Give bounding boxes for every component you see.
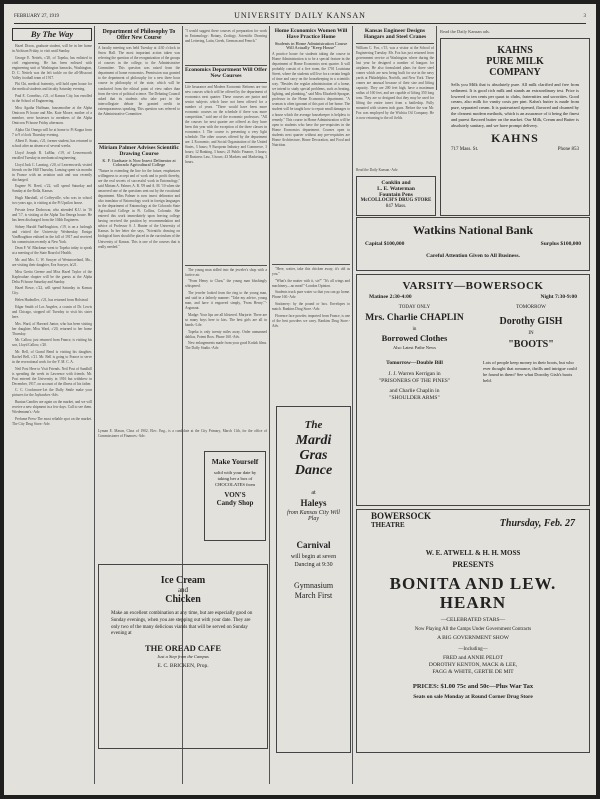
milk-ad-phone: Phone 853 xyxy=(557,146,579,152)
newspaper-page xyxy=(4,4,596,795)
pen-ad-l1: Conklin and xyxy=(381,180,411,186)
masthead-page: 3 xyxy=(583,14,586,19)
varsity-tomorrow-label: TOMORROW xyxy=(516,305,546,310)
bowersock-prices: PRICES: $1.00 75c and 50c—Plus War Tax xyxy=(412,683,534,691)
home-econ-subheading: Students in Home Administration Course Will Actually "Keep House" xyxy=(274,40,348,51)
by-the-way-heading-box xyxy=(12,28,92,41)
col4-jokes xyxy=(272,267,350,382)
news-item: Mr. Callow, just returned from France, is visiting his son, Lloyd Callow, c'20. xyxy=(12,338,92,348)
varsity-shoulder: "SHOULDER ARMS" xyxy=(389,395,440,401)
economics-heading: Economics Department Will Offer New Courses xyxy=(185,67,267,79)
pen-ad-l3: Fountain Pens xyxy=(379,192,413,199)
bowersock-presenters: W. E. ATWELL & H. H. MOSS xyxy=(425,549,521,557)
miriam-body: "Nature in extending the line for the future, emphasizes willingness to accept and of work and to profit thereby, are the real secrets of successful work in Entomology," said Miriam A. Palmer, A. B. '09 and A. M. '10 when she answered one of the questions sent out by the vocational department. Miss Palmer is now insect delineator and also translator of Entomology work in foreign languages in the department of Entomology at the Colorado State Agricultural College in Ft. Collins, Colorado. She entered this work immediately upon leaving college having received the position by recommendation and advice of Professor S. J. Hunter of the University of Kansas. In her letter she says, "Scientific drawing on biological lines should be placed in the curriculum of the University of Kansas. This is one of the courses that is really needed." xyxy=(98,168,180,249)
cafe-ad-title1: Ice Cream xyxy=(160,575,206,586)
bank-capital: Capital $100,000 xyxy=(365,241,405,248)
news-item: Miss Agatha Huffman, housemother at the Alpha Omicron Pi house and Mrs. Kate Moore, mother of a member, were hostesses to members of the Alpha Omicron Pi house Friday afternoon. xyxy=(12,105,92,125)
varsity-pirates-by: J. J. Warren Kerrigan in xyxy=(388,371,441,377)
bowersock-cast1: FRED and ANNIE PELOT xyxy=(442,655,504,662)
mardi-ad-venue-sub: from Kansas City Will Play xyxy=(287,510,340,522)
candidate-notice xyxy=(98,429,267,451)
filler-item: New enlargements made from your good Kodak films. The Daffy Studio.-Adv. xyxy=(185,341,267,351)
news-item: Dean F. W. Blackmar went to Topeka today to speak at a meeting of the State Board of Health. xyxy=(12,246,92,256)
news-item: Hazel Rowe, c'22, will spend Saturday in Kansas City. xyxy=(12,286,92,296)
news-item: Miss Gretta Greene and Miss Hazel Taylor of the Kaplecahae chapter will be the guests at the Alpha Delta Pi house Saturday and Sunday. xyxy=(12,269,92,284)
varsity-in1: in xyxy=(412,327,417,332)
milk-ad-address: 717 Mass. St. xyxy=(451,146,479,152)
filler-item: "What's the matter with it, sir?" "It's all wings and machinery—no meat!"-London Opinion. xyxy=(272,278,350,288)
news-item: C. C. Crockmore-Let the Daffy Smile make your pictures for the Jayhawker.-Adv. xyxy=(12,388,92,398)
cafe-ad-tagline: Just a Step from the Campus xyxy=(157,653,209,659)
philosophy-body: A faculty meeting was held Tuesday at 4:30 o'clock in Snow Hall. The most important action taken was referring the question of the reorganization of the groups of courses in the college, to the Administrative Committee. This question was raised from the department of home economics. Permission was granted to the department of philosophy for a new three hour course in philosophy of the state, which will be conducted from the ethical point of view rather than from the view of political science. The Debating Council asked that its students who take part in the intercollegiate debate be granted credit in extemporaneous speaking. This question was referred to the Administrative Committee. xyxy=(98,46,180,116)
filler-item: Florence face powder, imported from France, is one of the best powders we carry. Rankins Drug Store.-Adv. xyxy=(272,313,350,328)
news-item: Mrs. Ward, of Harvard Junior, who has been visiting her daughter, Miss Ward, c'20, returned to her home Thursday. xyxy=(12,321,92,336)
mardi-ad-carnival: Carnival xyxy=(296,540,331,550)
milk-ad-footer xyxy=(451,147,579,154)
cafe-ad-and: and xyxy=(177,586,189,594)
column-by-the-way xyxy=(12,26,92,784)
bank-figures xyxy=(365,241,581,249)
milk-ad-brand: KAHNS xyxy=(491,131,539,146)
bowersock-header xyxy=(357,510,589,544)
column-four xyxy=(272,26,350,406)
filler-item: The jeweler looked from the ring to the young man, and said in a fatherly manner: "Take my advice, young man, and have it engraved simply, 'From Henry'."-Argonaut. xyxy=(185,291,267,311)
entomology-quote: "I would suggest these courses of preparation for work in Entomology: Botany, Zoology, Scientific Drawing and Lettering, Latin, Greek, German and French." xyxy=(185,29,267,44)
bowersock-celeb: —CELEBRATED STARS— xyxy=(440,617,506,624)
engineer-body: William C. Fox, c'15, was a visitor at the School of Engineering Tuesday. Mr. Fox has just returned from government service at Washington where during the last year he designed a number of hangars for airplanes. He also formulated plans for three steel cranes which are now being built for use in the navy yards at Philadelphia, Norfolk, and New York. These cranes are unusual because of their size and lifting capacity. They are 200 feet high, have a maximum radius of 160 feet, and are capable of lifting 350 long tons. They are so designed that they may be used for lifting the entire turret from a battleship. Fully mounted with sixteen inch guns. Before the war Mr. Fox was employed by the Wichita Oil Company. He is now returning to the oil fields. xyxy=(356,45,434,121)
cafe-ad-name: THE OREAD CAFE xyxy=(144,643,222,654)
news-item: Mr. Bell, of Grand Bend is visiting his daughter, Rachel Bell, c'21. Mr. Bell is going to France to serve in the recreational work for the Y. M. C. A. xyxy=(12,349,92,365)
pen-ad-l5: 847 Mass. xyxy=(385,203,407,209)
news-item: Edgar Smith of Los Angeles, a cousin of Dr. Lewis and Chicago, stopped off Tuesday to visit his sister here. xyxy=(12,304,92,319)
filler-item: "From Henry to Clara," the young man blushingly whispered. xyxy=(185,279,267,289)
varsity-chaplin2: and Charlie Chaplin in xyxy=(389,388,440,394)
varsity-star1: Mrs. Charlie CHAPLIN xyxy=(365,313,464,323)
varsity-film1: Borrowed Clothes xyxy=(381,333,448,343)
mardi-ad-the: The xyxy=(304,419,323,431)
filler-item: Stationery: by the pound or box. Envelopes to match. Rankins Drug Store.-Adv. xyxy=(272,302,350,312)
varsity-film2: "BOOTS" xyxy=(508,339,554,350)
column-three xyxy=(185,26,267,446)
filler-item: Topeka is only twenty miles away. Order unmanned dahlias, Potent Bros. Phone 160.-Adv. xyxy=(185,329,267,339)
varsity-in2: IN xyxy=(528,331,534,336)
bowersock-govt: A BIG GOVERNMENT SHOW xyxy=(437,635,509,642)
fountain-pen-ad xyxy=(356,176,436,216)
varsity-also: Also Latest Pathe News xyxy=(392,345,437,350)
bowersock-cast3: FAGG & WHITE, GERTIE DE MIT xyxy=(432,669,514,676)
filler-item: "Here, waiter, take this chicken away; it's old as you." xyxy=(272,266,350,277)
milk-ad-l2: PURE MILK xyxy=(486,56,544,67)
masthead-title: UNIVERSITY DAILY KANSAN xyxy=(234,11,366,20)
column-five-top xyxy=(356,26,434,174)
news-item: Albert E. Staats, c'21, former student, has returned to school after an absence of several weeks. xyxy=(12,139,92,149)
candy-ad-store: Candy Shop xyxy=(216,498,254,507)
news-item: Alpha Chi Omega will be at home to Pi Kappa from 7 to 9 o'clock Thursday evening. xyxy=(12,127,92,137)
bowersock-theatre: THEATRE xyxy=(371,521,405,529)
filler-item: Students truck pure water so that you can go home. Phone 160.-Adv. xyxy=(272,290,350,300)
candy-ad-brand: VON'S xyxy=(224,491,246,500)
mardi-ad-place: Gymnasium March First xyxy=(293,581,334,600)
varsity-night: Night 7:30-9:00 xyxy=(540,294,577,301)
bowersock-name: BOWERSOCK xyxy=(371,511,432,521)
home-econ-heading: Home Economics Women Will Have Practice Home xyxy=(274,28,348,40)
candy-ad-headline: Make Yourself xyxy=(211,457,259,466)
news-item: Hazel Dixon, graduate student, will be in her home in Atchison Friday, to visit until Sunday. xyxy=(12,43,92,53)
pen-ad-l2: L. E. Waterman xyxy=(377,186,415,193)
mardi-gras-ad xyxy=(276,406,351,753)
varsity-today xyxy=(357,301,472,501)
news-item: Eugene W. Reed, c'22, will spend Saturday and Sunday at the Rolla, Kansas. xyxy=(12,184,92,194)
filler-item: Madge: Your lips are all blistered. Marjorie: There are so many boys here to kiss. The best girls are all in bands.-Life. xyxy=(185,312,267,327)
news-item: Buntan Candies are again on the market, and we will receive a new shipment in a few days. Call to see them. Wiedemann's.-Adv. xyxy=(12,400,92,415)
read-kansan-notice: Read the Daily Kansan ads. xyxy=(440,29,490,34)
column-two xyxy=(98,26,180,446)
bowersock-theatre-ad xyxy=(356,509,590,753)
pen-ad-l4: McCOLLOCH'S DRUG STORE xyxy=(360,198,432,204)
miriam-heading: Miriam Palmer Advises Scientific Drawing Course xyxy=(99,145,179,158)
by-the-way-items xyxy=(12,44,92,429)
milk-ad-l1: KAHNS xyxy=(497,45,533,56)
varsity-pirates: "PRISONERS OF THE PINES" xyxy=(378,378,451,384)
candy-ad xyxy=(204,451,266,541)
cafe-ad-body: Make an excellent combination at any time, but are especially good on Sunday evenings, when you are stepping out with your date. They are only two of the many delicious viands that will be served on Sunday evening at xyxy=(111,611,253,637)
news-item: Neil Post Here to Visit Friends. Neil Post of Sandhill is spending the week in Lawrence with friends. Mr. Post entered the University in 1916 but withdrew in December, 1917, on account of the illness of his father. xyxy=(12,366,92,386)
economics-body: Life Insurance and Modern Economic Reforms are two new courses which will be offered by the department of economics next quarter. These courses are junior and senior subjects which have not been offered for a number of years. "There would have been more economic courses on the schedule if there was more competition," said one of the economic professors. "All the courses for next quarter are offered as they have been this year with the exception of the three classes in economics I. The course is presenting a very light schedule. The other courses offered by the department are: 2 Economic; and Social Organization of the United States, 3 hours; 9 European Industry and Commerce, 3 hours; 12 Banking, 3 hours; 21 Public Finance, 3 hours; 40 Business Law, 3 hours; 43 Markets and Marketing, 3 hours. xyxy=(185,84,267,165)
bank-surplus: Surplus $100,000 xyxy=(540,241,581,248)
news-item: Helen Hudnoller, c'21, has returned from Holstead. xyxy=(15,298,89,303)
news-item: Private Jesse Dodrowar, who attended K.U. in '16 and '17, is visiting at the Alpha Tau Omega house. He has been discharged from the 104th Engineers. xyxy=(12,207,92,222)
news-item: Lloyd Jack C. Lansing, c'20, of Leavenworth, visited friends on the Hill Thursday. Lansing spent six months in France with an aviation unit and was recently discharged. xyxy=(12,162,92,182)
watkins-bank-ad xyxy=(356,217,590,271)
miriam-subheading: K. F. Graduate is Now Insect Delineator at Colorado Agricultural College xyxy=(102,157,176,168)
news-item: Phi Chi, medical fraternity, will hold open house for the medical students and faculty Saturday evening. xyxy=(12,82,92,92)
home-econ-body: A practice house for students taking the course in Home Administration is to be a special feature in the department of Home Economics next quarter. It will probably consist of a five room, the 1701 Louisiana Street, where the students will live for a certain length of time and carry on the housekeeping in a scientific way. "Besides the regular administration of a home, we intend to study special problems, such as heating, lighting, and plumbing," said Miss Elizabeth Sprague, professor in the Home Economics department. "A woman is often ignorant of this part of her home. The student will be taught how to repair small damages to a house which the average housekeeper is helpless to remedy." This course in Home Administration will be open to students who have the pre-requisites in the Home Economics department. Courses open to students next quarter without any pre-requisites are Home Architecture, Home Decoration, and Food and Nutrition. xyxy=(272,51,350,147)
cafe-ad-title2: Chicken xyxy=(165,594,201,605)
news-item: Paul E. Cornelius, c'21, of Kansas City, has enrolled in the School of Engineering. xyxy=(12,94,92,104)
bowersock-presents: PRESENTS xyxy=(452,559,494,569)
bowersock-star: BONITA AND LEW. HEARN xyxy=(389,574,557,613)
milk-ad-body: Sells you Milk that is absolutely pure. All milk clarified and free from sediment. It is good rich milk and stands an extraordinary test. Price is lowered to ten cents per quart to clubs, fraternities and sororities. Good cream, also milk for vanity costs per pint. Kahn's butter is made from pure, separated cream. It is pasteurized ripened, flavored and churned by the cleanest modern methods, which is an assurance of it being the finest and purest flavored butter on the market. Our Milk, Cream and Butter is absolutely sanitary, and we have prompt delivery. xyxy=(451,82,579,128)
candy-ad-body: solid with your date by taking her a box of CHOCOLATES from xyxy=(213,470,257,488)
bowersock-cast2: DOROTHY KENTON, MACK & LEE, xyxy=(428,662,518,669)
bank-tagline: Careful Attention Given to All Business. xyxy=(426,253,520,260)
candidate-notice-text: Lyman E. Mason, Class of 1902, Elec. Eng., is a candidate at the City Primary, March 11th, for the office of Commissioner of Finances.-Adv. xyxy=(98,429,267,439)
mardi-ad-venue: Haleys xyxy=(300,498,327,508)
varsity-header: VARSITY—BOWERSOCK xyxy=(402,280,544,292)
news-item: Sidney Harold VanHoughton, c'19, is on a furlough and visited the University Wednesday. Ensign VanHoughton enlisted in the fall of 1917 and received his commission recently at New York. xyxy=(12,224,92,244)
news-item: Lloyd Joseph R. LaMar, c'19, of Leavenworth enrolled Tuesday in mechanical engineering. xyxy=(12,150,92,161)
bowersock-including: —Including— xyxy=(458,647,488,653)
bowersock-date: Thursday, Feb. 27 xyxy=(499,518,575,529)
varsity-today-label: TODAY ONLY xyxy=(398,305,431,310)
by-the-way-heading: By The Way xyxy=(30,29,74,39)
engineer-notice: Read the Daily Kansan.-Adv. xyxy=(356,167,399,172)
philosophy-heading: Department of Philosophy To Offer New Course xyxy=(102,29,176,42)
oread-cafe-ad xyxy=(98,564,268,749)
mardi-ad-carnival-sub: will begin at seven Dancing at 9:30 xyxy=(290,554,337,568)
bowersock-seats: Seats on sale Monday at Round Corner Drug Store xyxy=(413,693,533,700)
news-item: Perfume Press-The most reliable spot on the market. The City Drug Store.-Adv. xyxy=(12,416,92,426)
mardi-ad-at: at xyxy=(311,490,316,496)
varsity-plug: Lots of people keep money in their boots, but who ever thought that romance, thrills and intrigue could be found in them? See what Dorothy Gish's boots held. xyxy=(483,360,577,383)
column-rule xyxy=(269,26,270,784)
bowersock-playing: Now Playing All the Camps Under Government Contracts xyxy=(414,627,532,633)
varsity-matinee: Matinee 2:30-4:00 xyxy=(369,294,412,301)
varsity-tomorrow-double: Tomorrow—Double Bill xyxy=(386,360,443,366)
kahns-milk-ad xyxy=(440,38,590,216)
varsity-bowersock-ad xyxy=(356,274,590,506)
bank-name: Watkins National Bank xyxy=(412,223,534,237)
engineer-heading: Kansas Engineer Designs Hangars and Steel Cranes xyxy=(363,28,427,40)
column-rule xyxy=(352,26,353,784)
varsity-tomorrow xyxy=(473,301,589,501)
filler-item: The young man sidled into the jeweler's shop with a furtive air. xyxy=(185,267,267,277)
news-item: Mr. and Mrs. C. W. Sawyer of Westmoreland, Mo., are visiting their daughter, Eva Sawyer, fa'21. xyxy=(12,258,92,268)
column-rule xyxy=(436,26,437,90)
masthead xyxy=(14,7,586,24)
cafe-ad-owner: E. C. BRICKEN, Prop. xyxy=(157,662,209,669)
col3-jokes xyxy=(185,268,267,388)
mardi-ad-title: Mardi Gras Dance xyxy=(294,433,333,478)
varsity-star2: Dorothy GISH xyxy=(499,316,563,327)
milk-ad-l3: COMPANY xyxy=(489,67,541,78)
news-item: Hugh Marshall, of Coffeyville, who was in school two years ago, is visiting at the Pi Upsilon house. xyxy=(12,196,92,206)
news-item: George E. Nettels, c'20, of Topeka, has enlisted in civil engineering. He has been enlisted with engineering unit at Washington barracks, Washington, D. C. Nettels was the left tackle on the all-Missouri Valley football team of 1917. xyxy=(12,55,92,80)
masthead-date: FEBRUARY 27, 1919 xyxy=(14,14,59,19)
column-rule xyxy=(94,26,95,784)
